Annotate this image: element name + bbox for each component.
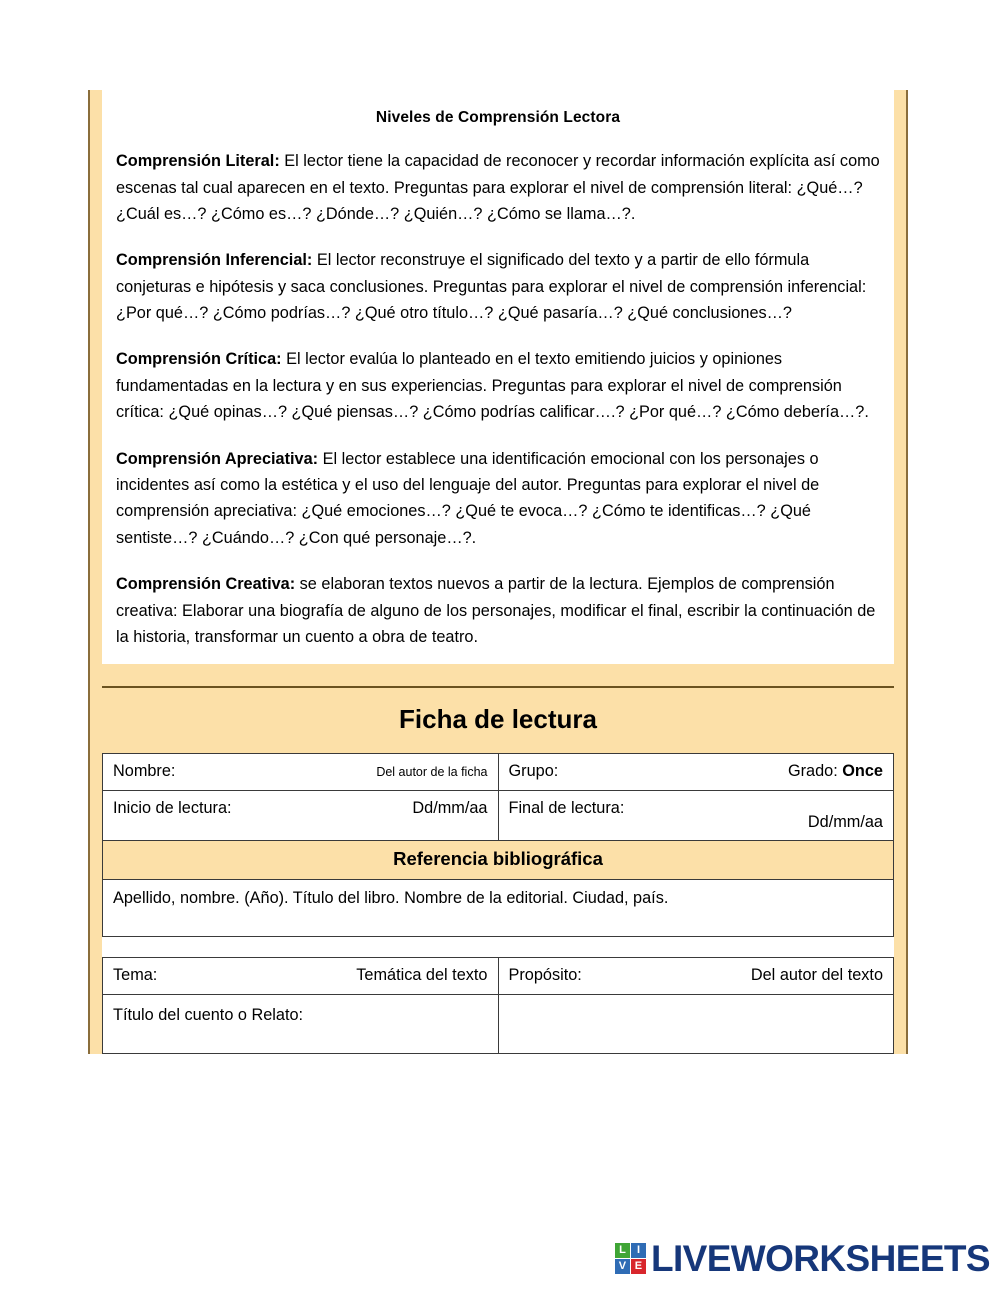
logo-letter-i: I: [631, 1243, 646, 1258]
logo-letter-e: E: [631, 1259, 646, 1274]
table-row-spacer: [103, 937, 894, 958]
cell-final-lectura[interactable]: [498, 790, 894, 841]
paragraph-heading-creativa: Comprensión Creativa:: [116, 575, 296, 594]
page-title: Niveles de Comprensión Lectora: [375, 109, 621, 126]
spacer-cell-right: [498, 937, 894, 958]
table-row-nombre-grupo: [103, 753, 894, 790]
paragraph-heading-literal: Comprensión Literal:: [116, 152, 280, 171]
cell-tema[interactable]: [103, 958, 499, 995]
paragraph-body-apreciativa: El lector establece una identificación emocional con los personajes o incidentes así como la estética y el uso del lenguaje del autor. Preguntas para explorar el nivel de comprensión apreciativa: ¿Qué emociones…? ¿Qué te evoca…? ¿Cómo te identificas…? ¿Qué sentiste…? ¿Cuándo…? ¿Con qué personaje…?.: [116, 449, 820, 547]
referencia-bibliografica-header: Referencia bibliográfica: [393, 848, 603, 870]
table-row-referencia-header: [103, 841, 894, 880]
cell-proposito[interactable]: [498, 958, 894, 995]
tema-label: Tema:: [113, 966, 158, 985]
worksheet: [88, 90, 908, 1054]
paragraph-body-inferencial: El lector reconstruye el significado del texto y a partir de ello fórmula conjeturas e hipótesis y saca conclusiones. Preguntas para explorar el nivel de comprensión inferencial: ¿Por qué…? ¿Cómo podrías…? ¿Qué otro título…? ¿Qué pasaría…? ¿Qué conclusiones…?: [116, 251, 867, 323]
paragraph-inferencial: [116, 247, 880, 326]
paragraph-heading-inferencial: Comprensión Inferencial:: [116, 251, 313, 270]
referencia-bibliografica-value[interactable]: Apellido, nombre. (Año). Título del libro. Nombre de la editorial. Ciudad, país.: [113, 889, 669, 908]
paragraph-apreciativa: [116, 446, 880, 552]
paragraph-body-critica: El lector evalúa lo planteado en el texto emitiendo juicios y opiniones fundamentadas en la lectura y en sus experiencias. Preguntas para explorar el nivel de comprensión crítica: ¿Qué opinas…? ¿Qué piensas…? ¿Cómo podrías calificar….? ¿Por qué…? ¿Cómo debería…?.: [116, 350, 869, 422]
cell-nombre[interactable]: [103, 753, 499, 790]
proposito-value[interactable]: Del autor del texto: [750, 966, 883, 985]
paragraph-heading-apreciativa: Comprensión Apreciativa:: [116, 449, 319, 468]
worksheet-sheet: [88, 90, 908, 1054]
liveworksheets-logo[interactable]: [615, 1240, 990, 1277]
ficha-form-table: [102, 753, 894, 1054]
cell-inicio-lectura[interactable]: [103, 790, 499, 841]
cell-titulo-cuento-label[interactable]: [103, 994, 499, 1053]
paragraph-heading-critica: Comprensión Crítica:: [116, 350, 282, 369]
liveworksheets-wordmark: LIVEWORKSHEETS: [650, 1238, 990, 1279]
paragraph-critica: [116, 346, 880, 425]
grado-value[interactable]: Once: [842, 761, 883, 780]
grado-label: Grado:: [787, 761, 843, 780]
cell-titulo-cuento-value[interactable]: [498, 994, 894, 1053]
cell-grupo-grado[interactable]: [498, 753, 894, 790]
grado-field[interactable]: [788, 760, 883, 784]
paragraph-literal: [116, 148, 880, 227]
table-row-tema-proposito: [103, 958, 894, 995]
reading-levels-article: [102, 90, 894, 664]
paragraph-body-creativa: se elaboran textos nuevos a partir de la lectura. Ejemplos de comprensión creativa: Elaborar una biografía de alguno de los personajes, modificar el final, escribir la continuación de la historia, transformar un cuento a obra de teatro.: [116, 575, 876, 646]
paragraph-creativa: [116, 571, 880, 650]
final-lectura-value[interactable]: Dd/mm/aa: [807, 812, 883, 831]
table-row-referencia-body: [103, 880, 894, 937]
spacer-cell-left: [103, 937, 499, 958]
table-row-fechas: [103, 790, 894, 841]
grupo-label: Grupo:: [508, 761, 559, 780]
logo-letter-v: V: [615, 1259, 630, 1274]
ficha-de-lectura-header: Ficha de lectura: [102, 688, 894, 753]
inicio-lectura-label: Inicio de lectura:: [113, 798, 232, 817]
table-row-titulo-cuento: [103, 994, 894, 1053]
liveworksheets-mark-icon: [615, 1243, 646, 1274]
inicio-lectura-value[interactable]: Dd/mm/aa: [412, 798, 488, 817]
tema-value[interactable]: Temática del texto: [356, 966, 488, 985]
nombre-value[interactable]: Del autor de la ficha: [376, 764, 488, 779]
cell-referencia-header: [103, 841, 894, 880]
cell-referencia-value[interactable]: [103, 880, 894, 937]
proposito-label: Propósito:: [508, 966, 582, 985]
logo-letter-l: L: [615, 1243, 630, 1258]
paragraph-body-literal: El lector tiene la capacidad de reconocer y recordar información explícita así como escenas tal cual aparecen en el texto. Preguntas para explorar el nivel de comprensión literal: ¿Qué…? ¿Cuál es…? ¿Cómo es…? ¿Dónde…? ¿Quién…? ¿Cómo se llama…?.: [116, 152, 880, 223]
section-divider: [102, 664, 894, 688]
nombre-label: Nombre:: [113, 761, 176, 780]
final-lectura-label: Final de lectura:: [508, 798, 625, 817]
titulo-cuento-label: Título del cuento o Relato:: [113, 1005, 304, 1024]
